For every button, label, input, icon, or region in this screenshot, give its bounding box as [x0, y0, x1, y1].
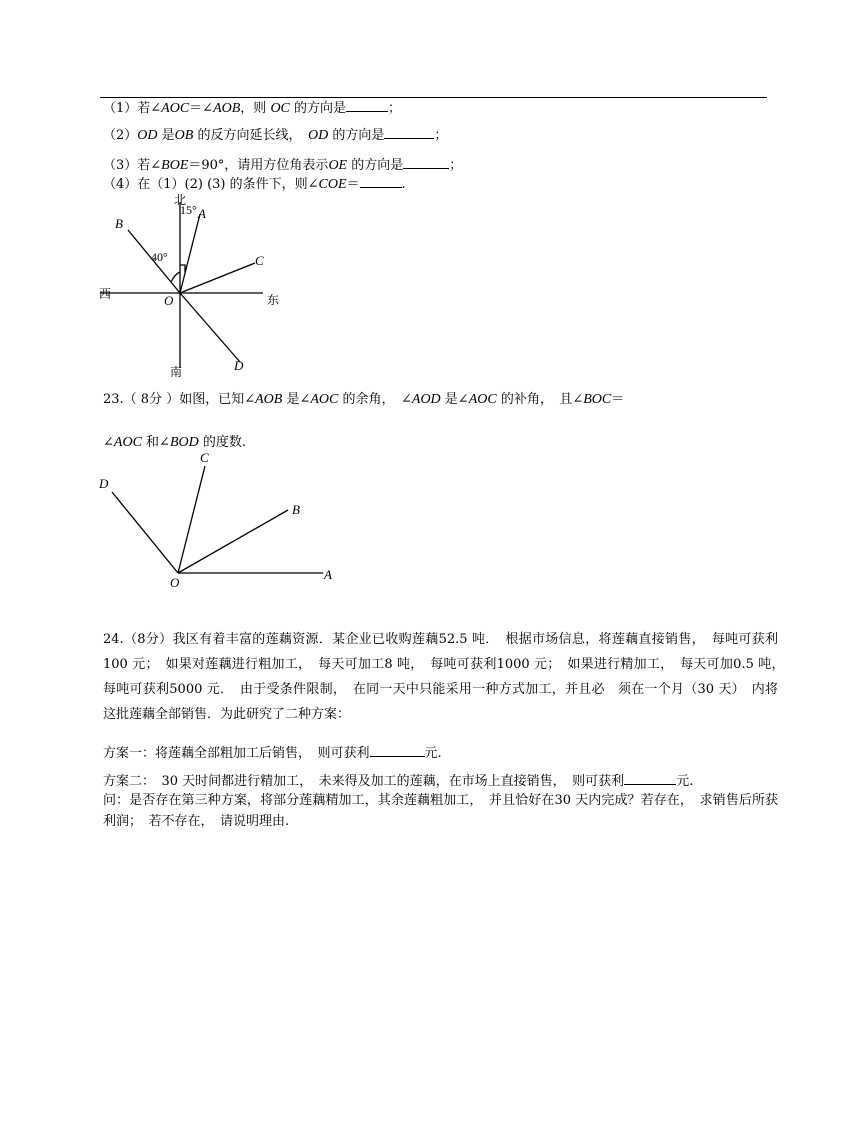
point-a-label: A: [198, 206, 206, 221]
text: ＝90°，请用方位角表示: [188, 158, 329, 173]
text: 方案一：将莲藕全部粗加工后销售， 则可获利: [103, 746, 370, 761]
text: 的补角， 且∠: [496, 392, 584, 407]
answer-blank: [370, 744, 425, 757]
text: 的反方向延长线，: [193, 128, 308, 143]
q22-part3: [103, 156, 462, 175]
q24-plan2: [103, 772, 693, 791]
ray-od: [180, 293, 240, 362]
text: 的余角， ∠: [338, 392, 412, 407]
answer-blank: [360, 175, 402, 188]
text: （3）若∠: [103, 158, 162, 173]
point-d-label: D: [234, 358, 244, 373]
text: 23.（ 8分 ）如图，已知∠: [103, 392, 256, 407]
ray-ob: [178, 510, 288, 573]
compass-figure: [95, 190, 305, 380]
angle-mark: [180, 265, 185, 272]
text: AOC: [161, 101, 190, 116]
text: AOC: [113, 435, 142, 450]
text: 和∠: [141, 435, 170, 450]
west-label: 西: [99, 287, 112, 301]
point-b-label: B: [292, 502, 300, 517]
angle-40-label: 40°: [151, 250, 168, 264]
angle-arc-40: [171, 272, 180, 282]
angle-15-label: 15°: [180, 203, 197, 217]
text: 元.: [676, 774, 694, 789]
angle-figure: [95, 446, 345, 591]
answer-blank: [403, 156, 449, 169]
east-label: 东: [267, 293, 280, 307]
text: ＝: [611, 392, 625, 407]
south-label: 南: [170, 365, 183, 379]
text: AOB: [255, 392, 283, 407]
text: 的方向是: [289, 101, 347, 116]
point-b-label: B: [115, 216, 123, 231]
q22-part2: [103, 126, 447, 145]
text: 的度数.: [198, 435, 246, 450]
ray-oc: [180, 263, 255, 293]
text: （1）若∠: [103, 101, 162, 116]
text: OC: [270, 101, 290, 116]
text: AOC: [468, 392, 497, 407]
q22-part1: [103, 99, 401, 118]
text: ＝∠: [189, 101, 214, 116]
text: AOB: [213, 101, 241, 116]
text: ；: [434, 128, 448, 143]
text: 的方向是: [347, 158, 404, 173]
point-c-label: C: [200, 450, 209, 465]
text: （2）: [103, 128, 138, 143]
text: OB: [174, 128, 194, 143]
text: BOD: [169, 435, 199, 450]
text: ＝: [346, 177, 360, 192]
point-d-label: D: [99, 476, 109, 491]
text: ；: [388, 101, 402, 116]
text: 是∠: [440, 392, 469, 407]
text: OD: [307, 128, 329, 143]
q24-problem: 24.（8分）我区有着丰富的莲藕资源．某企业已收购莲藕52.5 吨． 根据市场信息，将莲藕直接销售， 每吨可获利 100 元； 如果对莲藕进行粗加工， 每天可加工8 吨， 每吨可获利1000 元； 如果进行精加工， 每天可加0.5 吨， 每吨可获利5000 元． 由于受条件限制， 在同一天中只能采用一种方式加工，并且必 须在一个月（30 天） 内将这批莲藕全部销售．为此研究了二种方案：: [103, 632, 792, 722]
text: AOD: [411, 392, 441, 407]
text: COE: [318, 177, 347, 192]
text: ；: [449, 158, 463, 173]
text: OE: [328, 158, 348, 173]
text: 是: [157, 128, 175, 143]
ray-oc: [178, 466, 205, 573]
text: 的方向是: [328, 128, 385, 143]
text: OD: [137, 128, 158, 143]
text: .: [401, 177, 406, 192]
text: ，则: [240, 101, 271, 116]
answer-blank: [346, 99, 388, 112]
point-a-label: A: [324, 567, 332, 582]
text: （4）在（1）(2) (3) 的条件下，则∠: [103, 177, 319, 192]
point-c-label: C: [255, 253, 264, 268]
answer-blank: [624, 772, 676, 785]
text: BOC: [583, 392, 612, 407]
text: 元.: [424, 746, 442, 761]
text: ∠: [103, 435, 114, 450]
q24-plan1: [103, 744, 442, 763]
point-o-label: O: [164, 293, 174, 308]
top-rule: [100, 97, 767, 98]
answer-blank: [384, 126, 434, 139]
q23-line1: [103, 391, 624, 409]
text: 是∠: [282, 392, 311, 407]
ray-od: [112, 492, 178, 573]
ray-oa: [180, 214, 200, 293]
text: BOE: [161, 158, 189, 173]
north-label: 北: [174, 193, 187, 207]
text: 方案二： 30 天时间都进行精加工， 未来得及加工的莲藕，在市场上直接销售， 则可获利: [103, 774, 625, 789]
q24-question: 问：是否存在第三种方案，将部分莲藕精加工，其余莲藕粗加工， 并且恰好在30 天内完成？若存在， 求销售后所获利润； 若不存在， 请说明理由.: [103, 793, 778, 829]
text: AOC: [310, 392, 339, 407]
point-o-label: O: [170, 575, 180, 590]
